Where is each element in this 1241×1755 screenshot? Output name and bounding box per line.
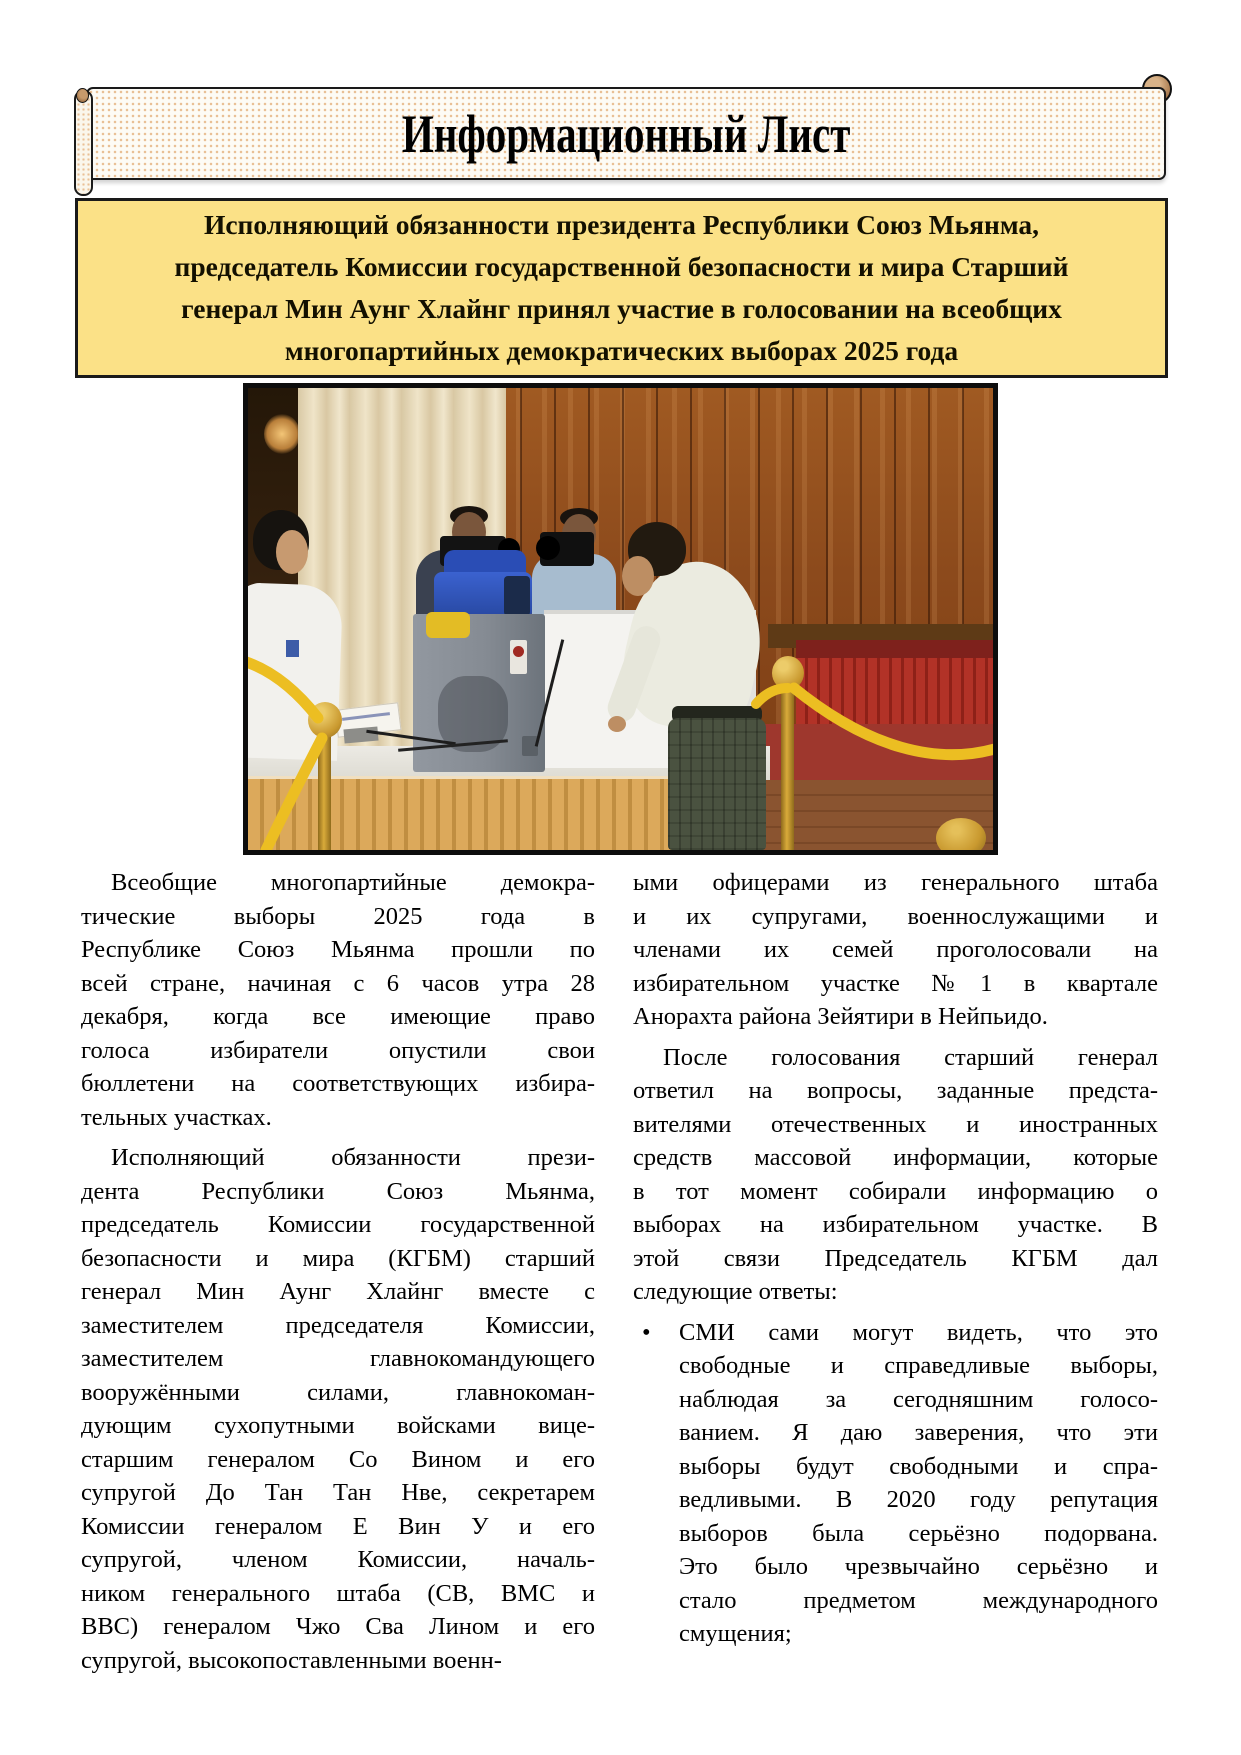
right-column <box>633 866 1158 1658</box>
scroll-roll-curl-icon <box>76 88 89 103</box>
bullet-item <box>633 1316 1158 1651</box>
text-line: СМИ сами могут видеть, что это <box>679 1318 1158 1346</box>
text-line: избирательном участке №1 в квартале <box>633 969 1158 997</box>
text-line: следующие ответы: <box>633 1278 838 1305</box>
text-line: вооружёнными силами, главнокоман- <box>81 1378 595 1406</box>
voting-photo <box>243 383 998 855</box>
text-line: старшим генералом Со Вином и его <box>81 1445 595 1473</box>
text-line: ыми офицерами из генерального штаба <box>633 869 1158 896</box>
text-line: выборах на избирательном участке. В <box>633 1211 1158 1238</box>
text-line: стало предметом международного <box>679 1586 1158 1614</box>
text-line: председатель Комиссии государственной <box>81 1211 595 1238</box>
text-line: заместителем председателя Комиссии, <box>81 1311 595 1339</box>
text-line: генерал Мин Аунг Хлайнг принял участие в голосовании на всеобщих <box>181 293 1062 324</box>
text-line: этой связи Председатель КГБМ дал <box>633 1244 1158 1272</box>
text-line: вителями отечественных и иностранных <box>633 1110 1158 1138</box>
text-line: выборов была серьёзно подорвана. <box>679 1519 1158 1547</box>
text-line: Исполняющий обязанности президента Республики Союз Мьянма, <box>203 209 1040 240</box>
bullet-icon: • <box>642 1318 651 1346</box>
text-line: голоса избиратели опустили свои <box>81 1036 595 1064</box>
text-line: Республике Союз Мьянма прошли по <box>81 936 595 963</box>
text-line: супругой, высокопоставленными военн- <box>81 1646 502 1674</box>
text-line: свободные и справедливые выборы, <box>679 1352 1158 1379</box>
text-line: выборы будут свободными и спра- <box>679 1452 1158 1480</box>
text-line: бюллетени на соответствующих избира- <box>81 1070 595 1097</box>
text-line: супругой, членом Комиссии, началь- <box>81 1546 595 1573</box>
text-line: безопасности и мира (КГБМ) старший <box>81 1244 595 1272</box>
text-line: Всеобщие многопартийные демокра- <box>111 869 595 896</box>
text-line: тические выборы 2025 года в <box>81 902 595 930</box>
text-line: Это было чрезвычайно серьёзно и <box>679 1553 1158 1580</box>
scroll-banner-body <box>86 87 1166 180</box>
text-line: дующим сухопутными войсками вице- <box>81 1412 595 1439</box>
text-line: наблюдая за сегодняшним голосо- <box>679 1385 1158 1413</box>
text-line: средств массовой информации, которые <box>633 1144 1158 1171</box>
page-title: Информационный Лист <box>401 103 851 164</box>
bullet-text <box>679 1316 1158 1651</box>
rope-barrier <box>248 388 993 850</box>
text-line: Комиссии генералом Е Вин У и его <box>81 1512 595 1540</box>
text-line: ванием. Я даю заверения, что эти <box>679 1419 1158 1446</box>
paragraph <box>81 1141 595 1677</box>
paragraph <box>81 866 595 1134</box>
headline-box <box>75 198 1168 378</box>
scroll-roll-icon <box>74 90 93 196</box>
text-line: ником генерального штаба (СВ, ВМС и <box>81 1579 595 1607</box>
photo-scene <box>248 388 993 850</box>
text-line: Исполняющий обязанности прези- <box>111 1144 595 1171</box>
text-line: заместителем главнокомандующего <box>81 1345 595 1372</box>
left-column <box>81 866 595 1684</box>
text-line: генерал Мин Аунг Хлайнг вместе с <box>81 1278 595 1305</box>
text-line: и их супругами, военнослужащими и <box>633 902 1158 930</box>
title-banner <box>74 70 1174 200</box>
paragraph <box>633 1041 1158 1309</box>
text-line: тельных участках. <box>81 1103 272 1131</box>
text-line: Анорахта района Зейятири в Нейпьидо. <box>633 1003 1048 1030</box>
paragraph <box>633 866 1158 1034</box>
text-line: супругой До Тан Тан Нве, секретарем <box>81 1479 595 1506</box>
text-line: ВВС) генералом Чжо Сва Лином и его <box>81 1613 595 1640</box>
text-line: членами их семей проголосовали на <box>633 936 1158 963</box>
text-line: ответил на вопросы, заданные предста- <box>633 1077 1158 1104</box>
text-line: смущения; <box>679 1620 792 1647</box>
text-line: декабря, когда все имеющие право <box>81 1003 595 1030</box>
text-line: всей стране, начиная с 6 часов утра 28 <box>81 969 595 997</box>
text-line: председатель Комиссии государственной безопасности и мира Старший <box>174 251 1069 282</box>
text-line: После голосования старший генерал <box>663 1043 1158 1071</box>
text-line: многопартийных демократических выборах 2025 года <box>284 335 959 366</box>
text-line: дента Республики Союз Мьянма, <box>81 1177 595 1205</box>
text-line: в тот момент собирали информацию о <box>633 1177 1158 1205</box>
text-line: ведливыми. В 2020 году репутация <box>679 1486 1158 1513</box>
